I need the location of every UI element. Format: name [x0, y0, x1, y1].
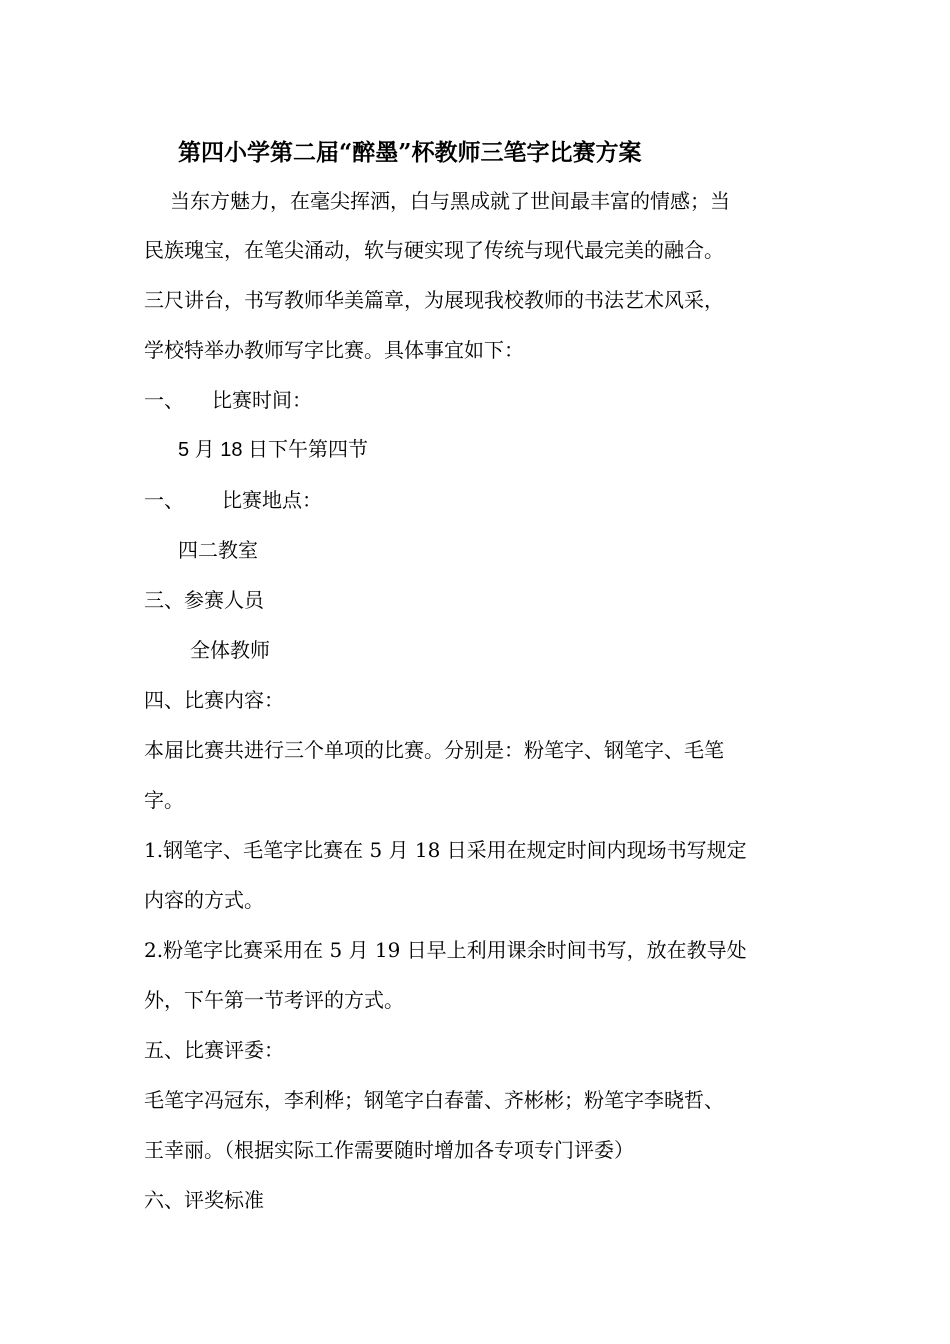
section1-heading — [144, 380, 312, 420]
section5-line-1: 毛笔字冯冠东，李利桦；钢笔字白春蕾、齐彬彬；粉笔字李晓哲、 — [144, 1088, 724, 1112]
intro-line-4: 学校特举办教师写字比赛。具体事宜如下： — [144, 338, 524, 362]
section3-content: 全体教师 — [190, 638, 270, 662]
intro-line-1: 当东方魅力，在毫尖挥洒，白与黑成就了世间最丰富的情感；当 — [170, 189, 730, 213]
section4-heading: 四、比赛内容： — [144, 688, 284, 712]
intro-line-2: 民族瑰宝，在笔尖涌动，软与硬实现了传统与现代最完美的融合。 — [144, 238, 724, 262]
section2-heading — [144, 480, 322, 520]
section4-line-3: 1.钢笔字、毛笔字比赛在 5 月 18 日采用在规定时间内现场书写规定 — [144, 838, 747, 862]
section5-line-2: 王幸丽。（根据实际工作需要随时增加各专项专门评委） — [144, 1138, 634, 1162]
section2-content: 四二教室 — [178, 538, 258, 562]
section4-line-2: 字。 — [144, 788, 184, 812]
section2-label: 比赛地点： — [222, 488, 322, 512]
section1-label: 比赛时间： — [212, 388, 312, 412]
section4-line-5: 2.粉笔字比赛采用在 5 月 19 日早上利用课余时间书写，放在教导处 — [144, 938, 747, 962]
intro-line-3: 三尺讲台，书写教师华美篇章，为展现我校教师的书法艺术风采， — [144, 288, 724, 312]
section4-line-1: 本届比赛共进行三个单项的比赛。分别是：粉笔字、钢笔字、毛笔 — [144, 738, 724, 762]
section4-line-4: 内容的方式。 — [144, 888, 264, 912]
section6-heading: 六、评奖标准 — [144, 1188, 264, 1212]
section5-heading: 五、比赛评委： — [144, 1038, 284, 1062]
section1-content: 5 月 18 日下午第四节 — [178, 439, 369, 461]
section1-number: 一、 — [144, 388, 184, 412]
section3-heading: 三、参赛人员 — [144, 588, 264, 612]
section2-number: 一、 — [144, 488, 184, 512]
document-title: 第四小学第二届“醉墨”杯教师三笔字比赛方案 — [178, 139, 642, 166]
section4-line-6: 外，下午第一节考评的方式。 — [144, 988, 404, 1012]
